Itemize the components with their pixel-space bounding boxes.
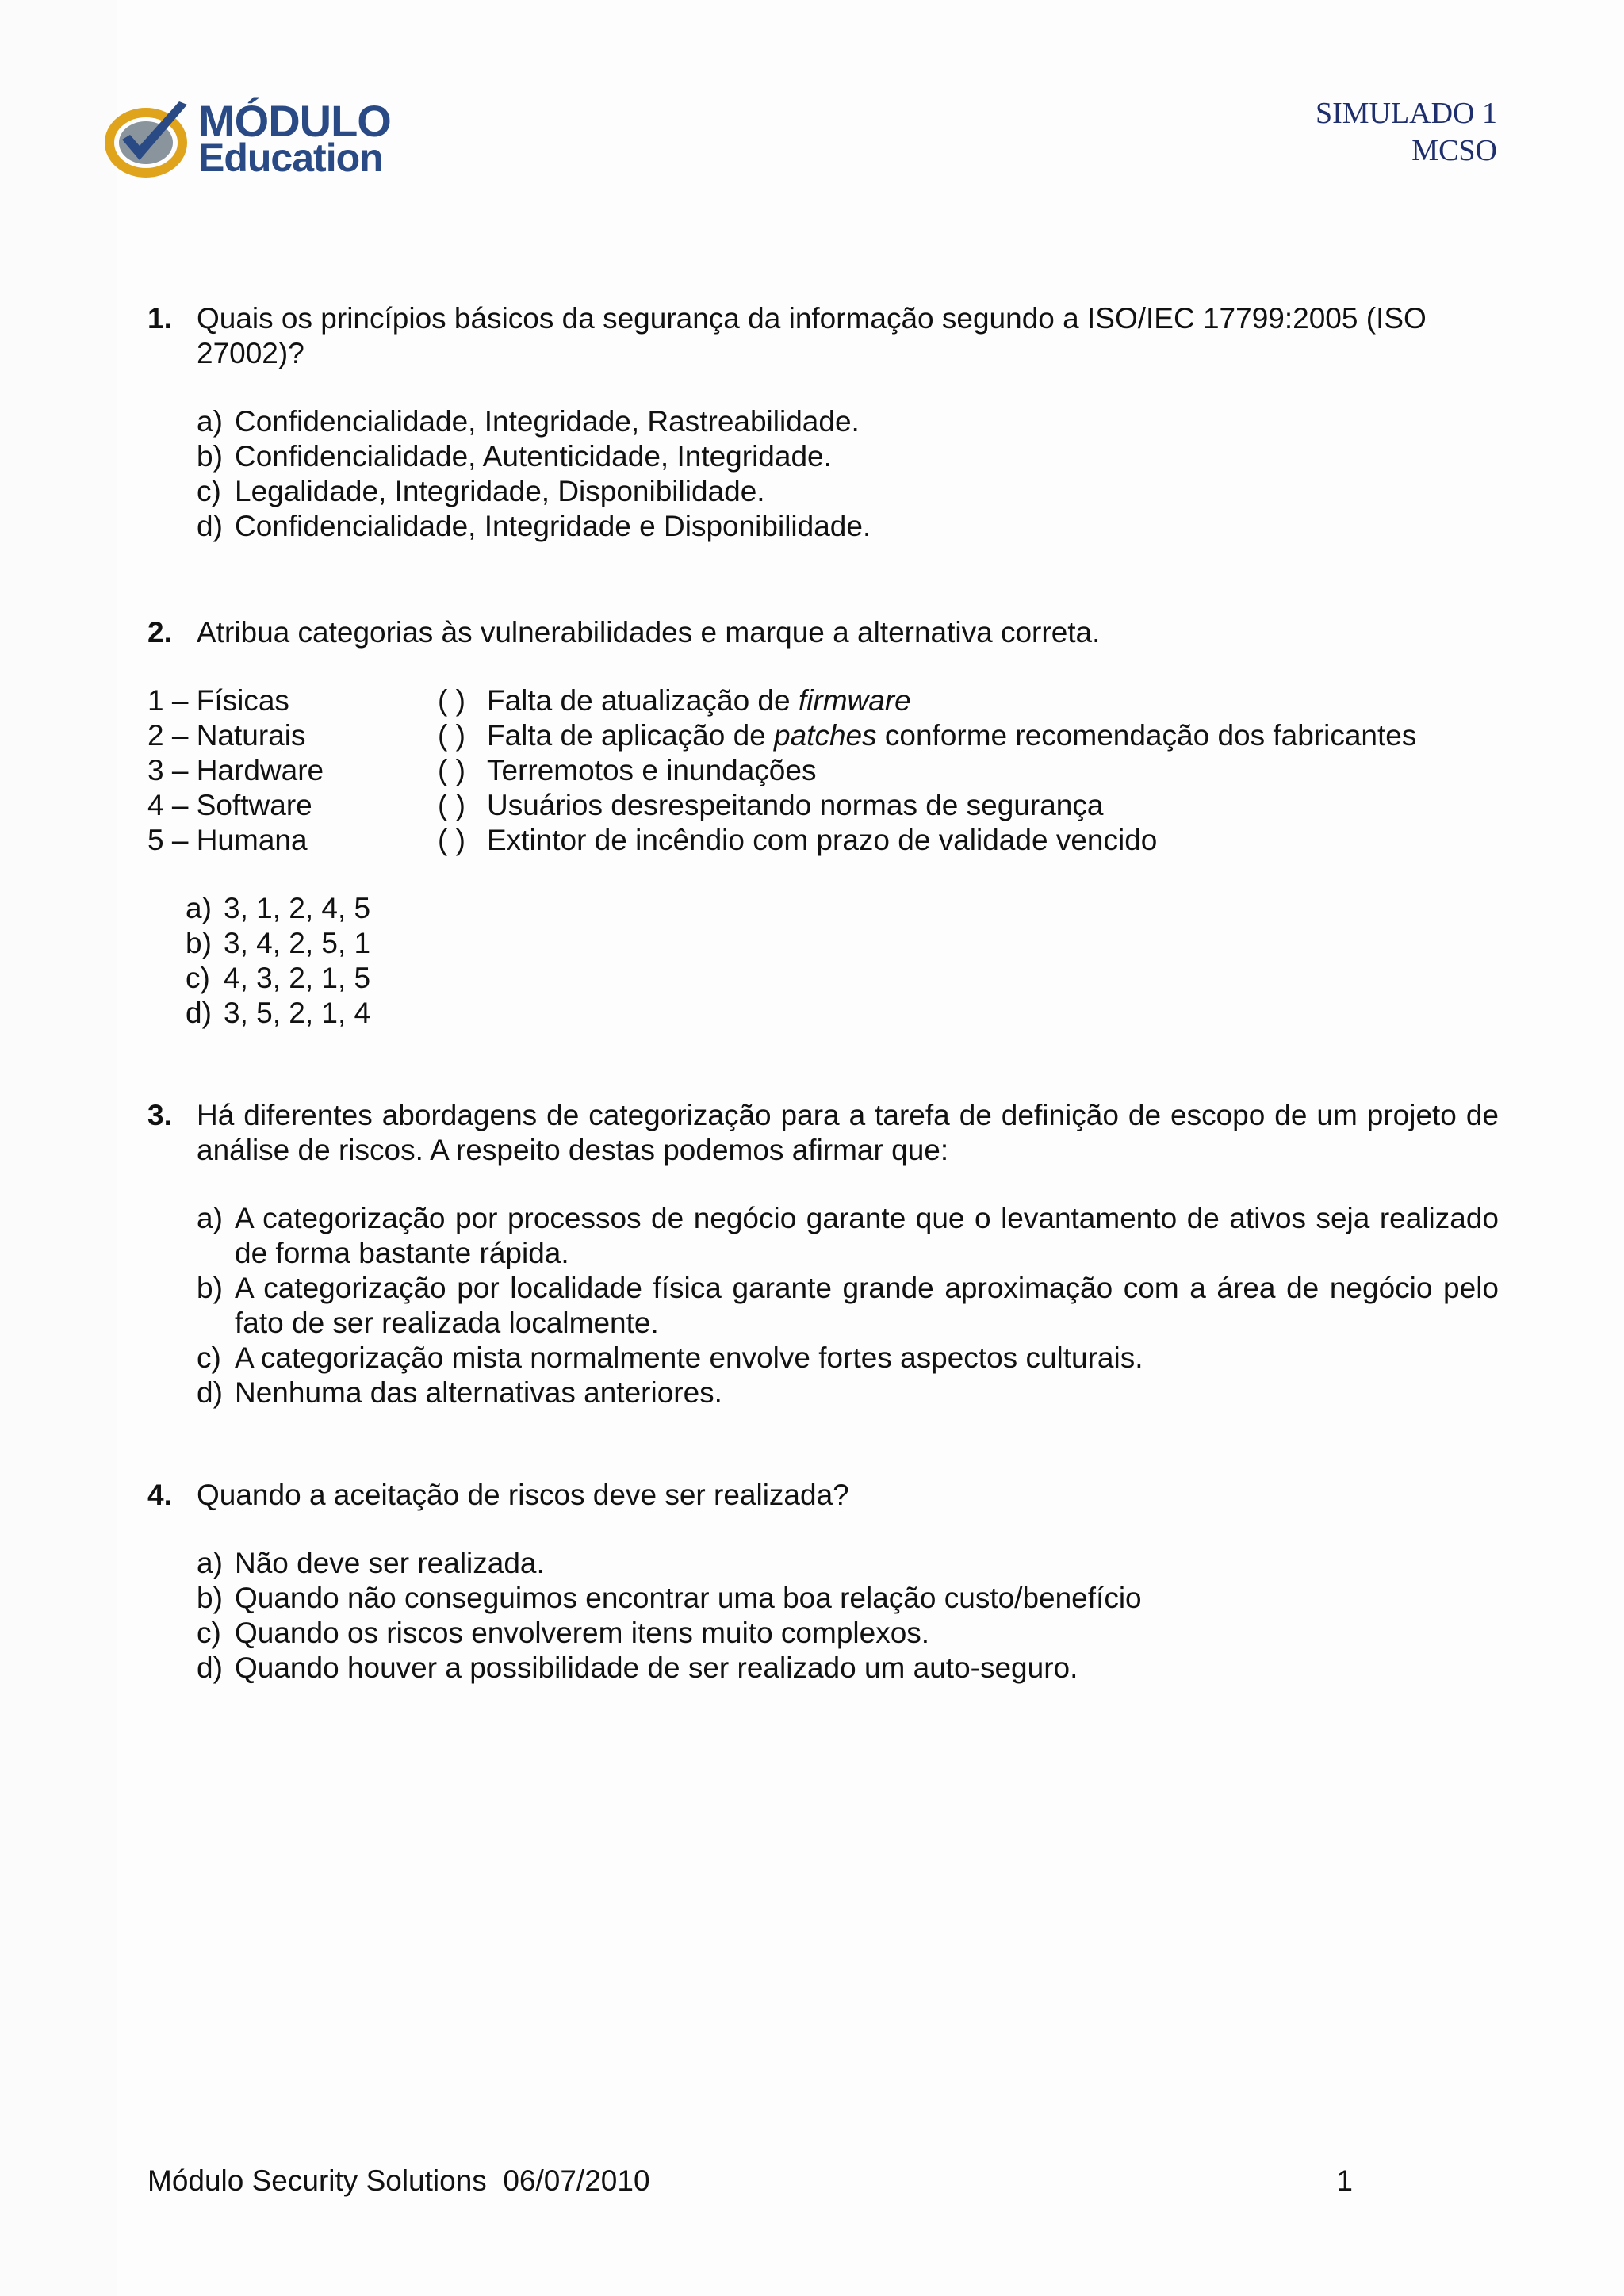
- option-text: 3, 5, 2, 1, 4: [224, 997, 371, 1029]
- question-number: 3.: [147, 1099, 172, 1131]
- option-letter: c): [197, 475, 221, 507]
- answer-blank: ( ): [438, 719, 465, 752]
- question-4: [147, 1478, 1499, 1686]
- answer-blank: ( ): [438, 684, 465, 717]
- question-text: Atribua categorias às vulnerabilidades e marque a alternativa correta.: [197, 616, 1101, 649]
- option-a: [197, 404, 1499, 439]
- vulnerability-text: Falta de atualização de firmware: [487, 684, 911, 717]
- answer-options: [197, 1546, 1499, 1686]
- document-title: [1316, 95, 1497, 170]
- option-d: [197, 1376, 1499, 1410]
- title-mcso: MCSO: [1411, 134, 1497, 167]
- option-a: [186, 891, 1499, 926]
- option-text: A categorização mista normalmente envolve fortes aspectos culturais.: [235, 1341, 1143, 1374]
- option-text: Legalidade, Integridade, Disponibilidade.: [235, 475, 765, 507]
- category-label: 4 – Software: [147, 789, 312, 821]
- logo-word-modulo: MÓDULO: [198, 96, 391, 146]
- matching-row: [147, 823, 1499, 858]
- option-text: Quando houver a possibilidade de ser realizado um auto-seguro.: [235, 1651, 1078, 1684]
- matching-row: [147, 718, 1499, 753]
- answer-options: [197, 404, 1499, 544]
- option-letter: a): [197, 405, 223, 438]
- question-number: 1.: [147, 302, 172, 335]
- matching-row: [147, 788, 1499, 823]
- option-letter: b): [197, 440, 223, 473]
- page-margin: [0, 0, 117, 2296]
- option-text: 4, 3, 2, 1, 5: [224, 962, 371, 994]
- option-c: [197, 474, 1499, 509]
- question-number: 2.: [147, 616, 172, 649]
- option-letter: b): [186, 927, 212, 959]
- answer-blank: ( ): [438, 824, 465, 856]
- option-text: Confidencialidade, Integridade, Rastreabilidade.: [235, 405, 860, 438]
- category-matching-table: [147, 683, 1499, 858]
- question-2: [147, 615, 1499, 1031]
- page-number: 1: [1336, 2164, 1353, 2197]
- option-text: 3, 4, 2, 5, 1: [224, 927, 371, 959]
- matching-row: [147, 683, 1499, 718]
- question-text: Há diferentes abordagens de categorização para a tarefa de definição de escopo de um projeto de análise de riscos. A respeito destas podemos afirmar que:: [197, 1099, 1499, 1166]
- option-letter: c): [197, 1617, 221, 1649]
- option-d: [197, 509, 1499, 544]
- option-b: [186, 926, 1499, 961]
- option-text: Confidencialidade, Integridade e Disponibilidade.: [235, 510, 871, 542]
- vulnerability-text: Usuários desrespeitando normas de segurança: [487, 789, 1104, 821]
- option-c: [197, 1341, 1499, 1376]
- option-text: Confidencialidade, Autenticidade, Integridade.: [235, 440, 832, 473]
- question-1: [147, 301, 1499, 544]
- option-text: Quando os riscos envolverem itens muito complexos.: [235, 1617, 930, 1649]
- option-d: [186, 996, 1499, 1031]
- option-text: A categorização por processos de negócio garante que o levantamento de ativos seja realizado de forma bastante rápida.: [235, 1202, 1499, 1269]
- option-text: 3, 1, 2, 4, 5: [224, 892, 371, 924]
- matching-row: [147, 753, 1499, 788]
- option-letter: d): [197, 1376, 223, 1409]
- option-text: Não deve ser realizada.: [235, 1547, 545, 1579]
- category-label: 1 – Físicas: [147, 684, 289, 717]
- option-a: [197, 1201, 1499, 1271]
- category-label: 3 – Hardware: [147, 754, 324, 786]
- option-c: [197, 1616, 1499, 1651]
- option-letter: a): [197, 1202, 223, 1234]
- option-letter: d): [197, 510, 223, 542]
- option-text: A categorização por localidade física garante grande aproximação com a área de negócio pelo fato de ser realizada localmente.: [235, 1272, 1499, 1339]
- question-3: [147, 1098, 1499, 1410]
- option-c: [186, 961, 1499, 996]
- logo-word-education: Education: [198, 136, 383, 180]
- category-label: 2 – Naturais: [147, 719, 306, 752]
- option-letter: b): [197, 1272, 223, 1304]
- vulnerability-text: Terremotos e inundações: [487, 754, 817, 786]
- page-footer: [147, 2164, 1353, 2198]
- option-d: [197, 1651, 1499, 1686]
- option-letter: c): [197, 1341, 221, 1374]
- option-letter: a): [197, 1547, 223, 1579]
- option-b: [197, 1581, 1499, 1616]
- option-text: Nenhuma das alternativas anteriores.: [235, 1376, 722, 1409]
- title-simulado: SIMULADO 1: [1315, 97, 1497, 130]
- question-text: Quais os princípios básicos da segurança da informação segundo a ISO/IEC 17799:2005 (ISO 27002)?: [197, 302, 1427, 369]
- option-text: Quando não conseguimos encontrar uma boa relação custo/benefício: [235, 1582, 1142, 1614]
- modulo-education-logo: [105, 94, 406, 182]
- vulnerability-text: Extintor de incêndio com prazo de validade vencido: [487, 824, 1158, 856]
- answer-options: [186, 891, 1499, 1031]
- answer-blank: ( ): [438, 789, 465, 821]
- option-a: [197, 1546, 1499, 1581]
- checkmark-logo-icon: [105, 98, 193, 178]
- option-letter: d): [186, 997, 212, 1029]
- option-b: [197, 1271, 1499, 1341]
- option-letter: b): [197, 1582, 223, 1614]
- option-letter: a): [186, 892, 212, 924]
- question-number: 4.: [147, 1479, 172, 1511]
- option-b: [197, 439, 1499, 474]
- footer-company-date: Módulo Security Solutions 06/07/2010: [147, 2164, 650, 2197]
- option-letter: d): [197, 1651, 223, 1684]
- answer-options: [197, 1201, 1499, 1410]
- answer-blank: ( ): [438, 754, 465, 786]
- category-label: 5 – Humana: [147, 824, 308, 856]
- option-letter: c): [186, 962, 210, 994]
- question-text: Quando a aceitação de riscos deve ser realizada?: [197, 1479, 849, 1511]
- vulnerability-text: Falta de aplicação de patches conforme recomendação dos fabricantes: [487, 719, 1417, 752]
